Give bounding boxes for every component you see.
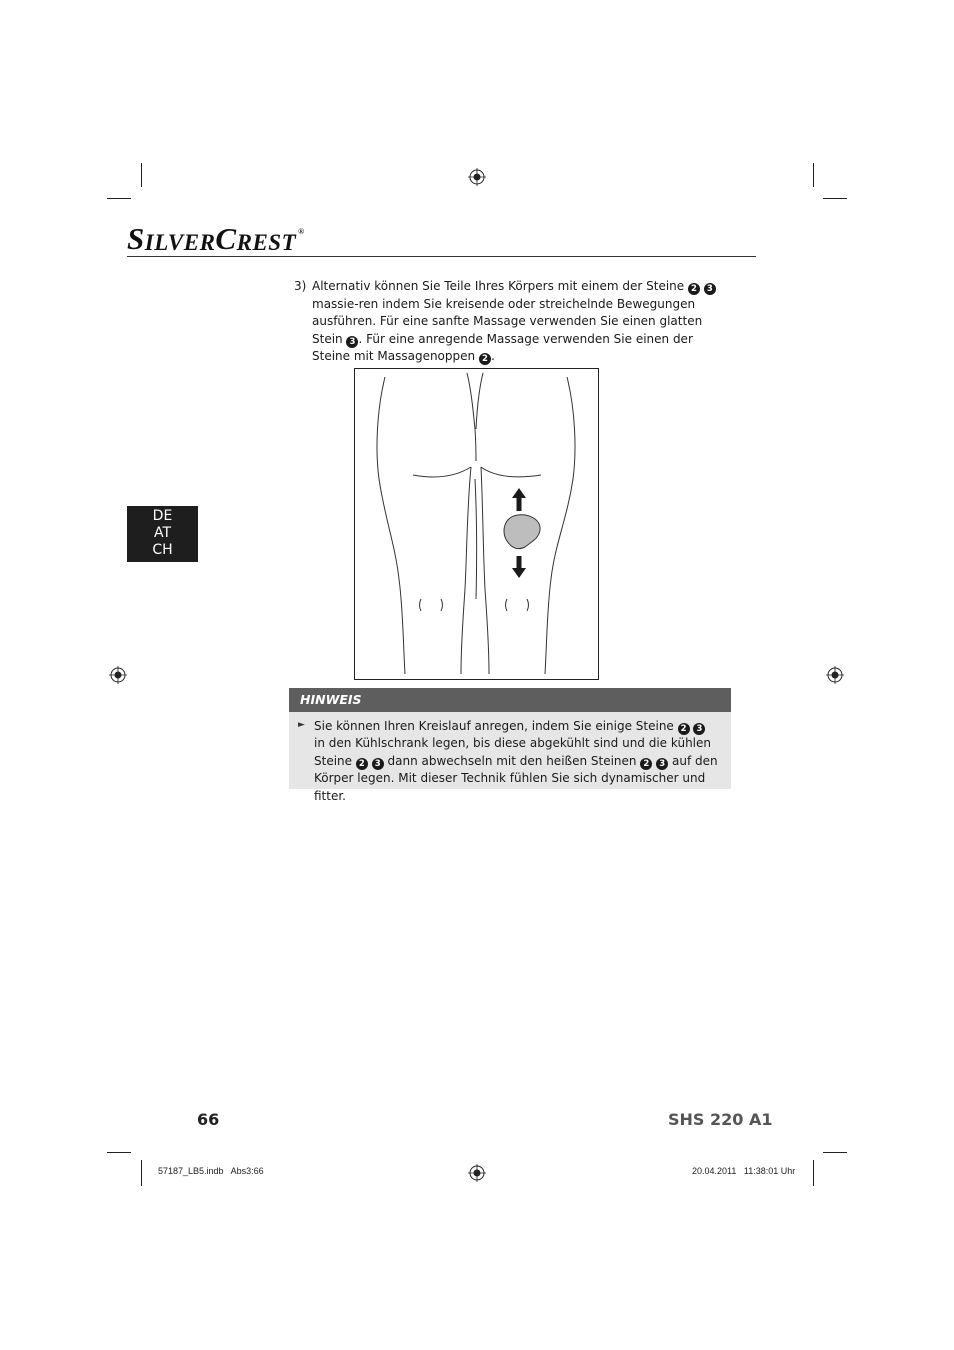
- page-number: 66: [197, 1110, 220, 1129]
- stone-3-badge: 3: [656, 758, 668, 770]
- crop-mark-bottom-right-v: [813, 1160, 814, 1186]
- massage-illustration: [354, 368, 599, 680]
- language-de: DE: [152, 508, 173, 524]
- crop-mark-bottom-left-v: [141, 1160, 142, 1186]
- language-tab: [127, 506, 198, 562]
- massage-stone-icon: [504, 515, 540, 549]
- stone-2-badge: 2: [479, 353, 491, 365]
- model-name: SHS 220 A1: [668, 1110, 773, 1129]
- logo-cap-s: S: [127, 221, 145, 256]
- step-3-paragraph: [294, 278, 734, 366]
- note-text: Sie können Ihren Kreislauf anregen, indem Sie einige Steine 2 3 in den Kühlschrank legen, bis diese abgekühlt sind und die kühlen Steine 2 3 dann abwechseln mit den heißen Steinen 2 3 auf den Körper legen. Mit dieser Technik fühlen Sie sich dynamischer und fitter.: [314, 719, 718, 803]
- stone-3-badge: 3: [693, 723, 705, 735]
- registration-mark-left-icon: [109, 666, 127, 684]
- stone-2-badge: 2: [356, 758, 368, 770]
- note-box: [289, 688, 731, 803]
- step-text: Alternativ können Sie Teile Ihres Körpers mit einem der Steine 2 3 massie-ren indem Sie kreisende oder streichelnde Bewegungen ausführen. Für eine sanfte Massage verwenden Sie einen glatten Stein 3 . Für eine anregende Massage verwenden Sie einen der Steine mit Massagenoppen 2 .: [312, 278, 734, 366]
- registration-mark-bottom-icon: [468, 1164, 486, 1182]
- stone-2-badge: 2: [688, 283, 700, 295]
- registration-mark-top-icon: [468, 168, 486, 186]
- crop-mark-bottom-left-h: [107, 1152, 131, 1153]
- crop-mark-top-left-v: [141, 163, 142, 187]
- crop-mark-bottom-right-h: [823, 1152, 847, 1153]
- up-arrow-icon: [512, 488, 526, 511]
- stone-3-badge: 3: [346, 336, 358, 348]
- bullet-arrow-icon: ►: [298, 720, 305, 730]
- step-number: 3): [294, 279, 307, 293]
- header-rule: [127, 256, 756, 257]
- down-arrow-icon: [512, 556, 526, 578]
- logo-cap-c: C: [215, 221, 237, 256]
- crop-mark-top-right-v: [813, 163, 814, 187]
- crop-mark-top-left-h: [107, 198, 131, 199]
- language-ch: CH: [152, 542, 173, 558]
- language-at: AT: [153, 525, 172, 541]
- legs-drawing: [355, 369, 598, 679]
- crop-mark-top-right-h: [823, 198, 847, 199]
- stone-2-badge: 2: [678, 723, 690, 735]
- silvercrest-logo: [127, 220, 305, 254]
- note-heading: HINWEIS: [289, 688, 731, 712]
- registration-mark-right-icon: [826, 666, 844, 684]
- logo-rest: REST: [236, 230, 297, 255]
- stone-3-badge: 3: [372, 758, 384, 770]
- print-file-info: 57187_LB5.indb Abs3:66: [158, 1166, 264, 1176]
- print-timestamp: 20.04.2011 11:38:01 Uhr: [692, 1166, 796, 1176]
- logo-registered-mark: ®: [298, 227, 305, 236]
- stone-2-badge: 2: [640, 758, 652, 770]
- logo-ilver: ILVER: [144, 230, 216, 255]
- stone-3-badge: 3: [704, 283, 716, 295]
